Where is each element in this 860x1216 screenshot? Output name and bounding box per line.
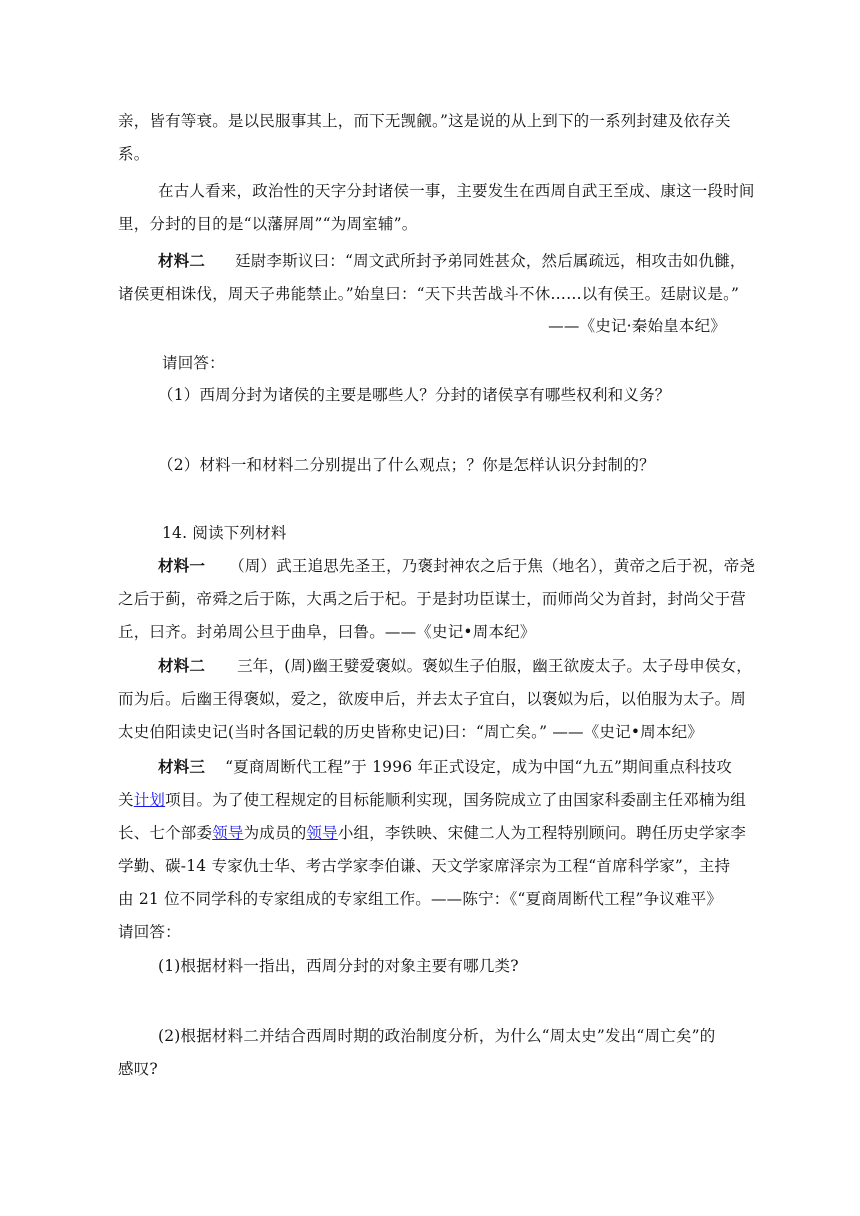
material-label: 材料三 <box>158 757 206 776</box>
question-item: 感叹? <box>118 1060 158 1078</box>
material-line <box>158 250 746 272</box>
material-line: 而为后。后幽王得褒姒，爱之，欲废申后，并去太子宜白，以褒姒为后，以伯服为太子。周 <box>118 690 747 708</box>
link-jihua[interactable]: 计划 <box>133 791 166 809</box>
material-line: 之后于蓟，帝舜之后于陈，大禹之后于杞。于是封功臣谋士，而师尚父为首封，封尚父于营 <box>118 590 747 608</box>
text-fragment: 小组，李铁映、宋健二人为工程特别顾问。聘任历史学家李 <box>337 824 747 842</box>
question-prompt: 请回答： <box>118 923 181 941</box>
text-fragment: 关 <box>118 791 134 809</box>
question-item: （1）西周分封为诸侯的主要是哪些人？分封的诸侯享有哪些权利和义务？ <box>158 386 671 404</box>
material-line: 诸侯更相诛伐，周天子弗能禁止。”始皇曰：“天下共苦战斗不休……以有侯王。廷尉议是。” <box>118 285 740 303</box>
material-line: 由 21 位不同学科的专家组成的专家组工作。——陈宁：《“夏商周断代工程”争议难平》 <box>118 890 723 908</box>
material-label: 材料二 <box>158 251 206 270</box>
material-line <box>158 555 756 577</box>
material-text: “夏商周断代工程”于 1996 年正式设定，成为中国“九五”期间重点科技攻 <box>225 758 733 776</box>
link-lingdao-2[interactable]: 领导 <box>306 824 338 842</box>
question-item: （2）材料一和材料二分别提出了什么观点；？你是怎样认识分封制的？ <box>158 456 655 474</box>
paragraph-line: 里，分封的目的是“以藩屏周”“为周室辅”。 <box>118 215 418 233</box>
material-text: 三年，(周)幽王嬖爱褒姒。褒姒生子伯服，幽王欲废太子。太子母申侯女， <box>237 657 753 675</box>
material-line <box>118 822 747 844</box>
question-item: (2)根据材料二并结合西周时期的政治制度分析，为什么“周太史”发出“周亡矣”的 <box>158 1027 716 1045</box>
material-line: 丘，曰齐。封弟周公旦于曲阜，曰鲁。——《史记•周本纪》 <box>118 623 536 641</box>
material-line: 学勤、碳-14 专家仇士华、考古学家李伯谦、天文学家席泽宗为工程“首席科学家”，主持 <box>118 857 731 875</box>
material-line <box>158 655 753 677</box>
text-fragment: 为成员的 <box>243 824 307 842</box>
material-line <box>158 756 738 778</box>
question-item: (1)根据材料一指出，西周分封的对象主要有哪几类? <box>158 957 519 975</box>
paragraph-line: 在古人看来，政治性的天字分封诸侯一事，主要发生在西周自武王至成、康这一段时间 <box>158 182 755 200</box>
question-heading: 14. 阅读下列材料 <box>162 524 287 542</box>
question-prompt: 请回答： <box>162 354 225 372</box>
link-lingdao-1[interactable]: 领导 <box>212 824 244 842</box>
text-fragment: 长、七个部委 <box>118 824 213 842</box>
material-line: 太史伯阳读史记(当时各国记载的历史皆称史记)曰：“周亡矣。” ——《史记•周本纪》 <box>118 723 703 741</box>
material-text: 廷尉李斯议曰：“周文武所封予弟同姓甚众，然后属疏远，相攻击如仇雠， <box>235 252 746 270</box>
material-label: 材料二 <box>158 656 206 675</box>
paragraph-line: 亲，皆有等衰。是以民服事其上，而下无觊觎。”这是说的从上到下的一系列封建及依存关 <box>118 112 731 130</box>
material-text: （周）武王追思先圣王，乃褒封神农之后于焦（地名），黄帝之后于祝，帝尧 <box>229 557 756 575</box>
paragraph-line: 系。 <box>118 145 150 163</box>
material-label: 材料一 <box>158 556 206 575</box>
text-fragment: 项目。为了使工程规定的目标能顺利实现，国务院成立了由国家科委副主任邓楠为组 <box>165 791 747 809</box>
citation-source: ——《史记·秦始皇本纪》 <box>548 317 726 335</box>
material-line <box>118 789 747 811</box>
